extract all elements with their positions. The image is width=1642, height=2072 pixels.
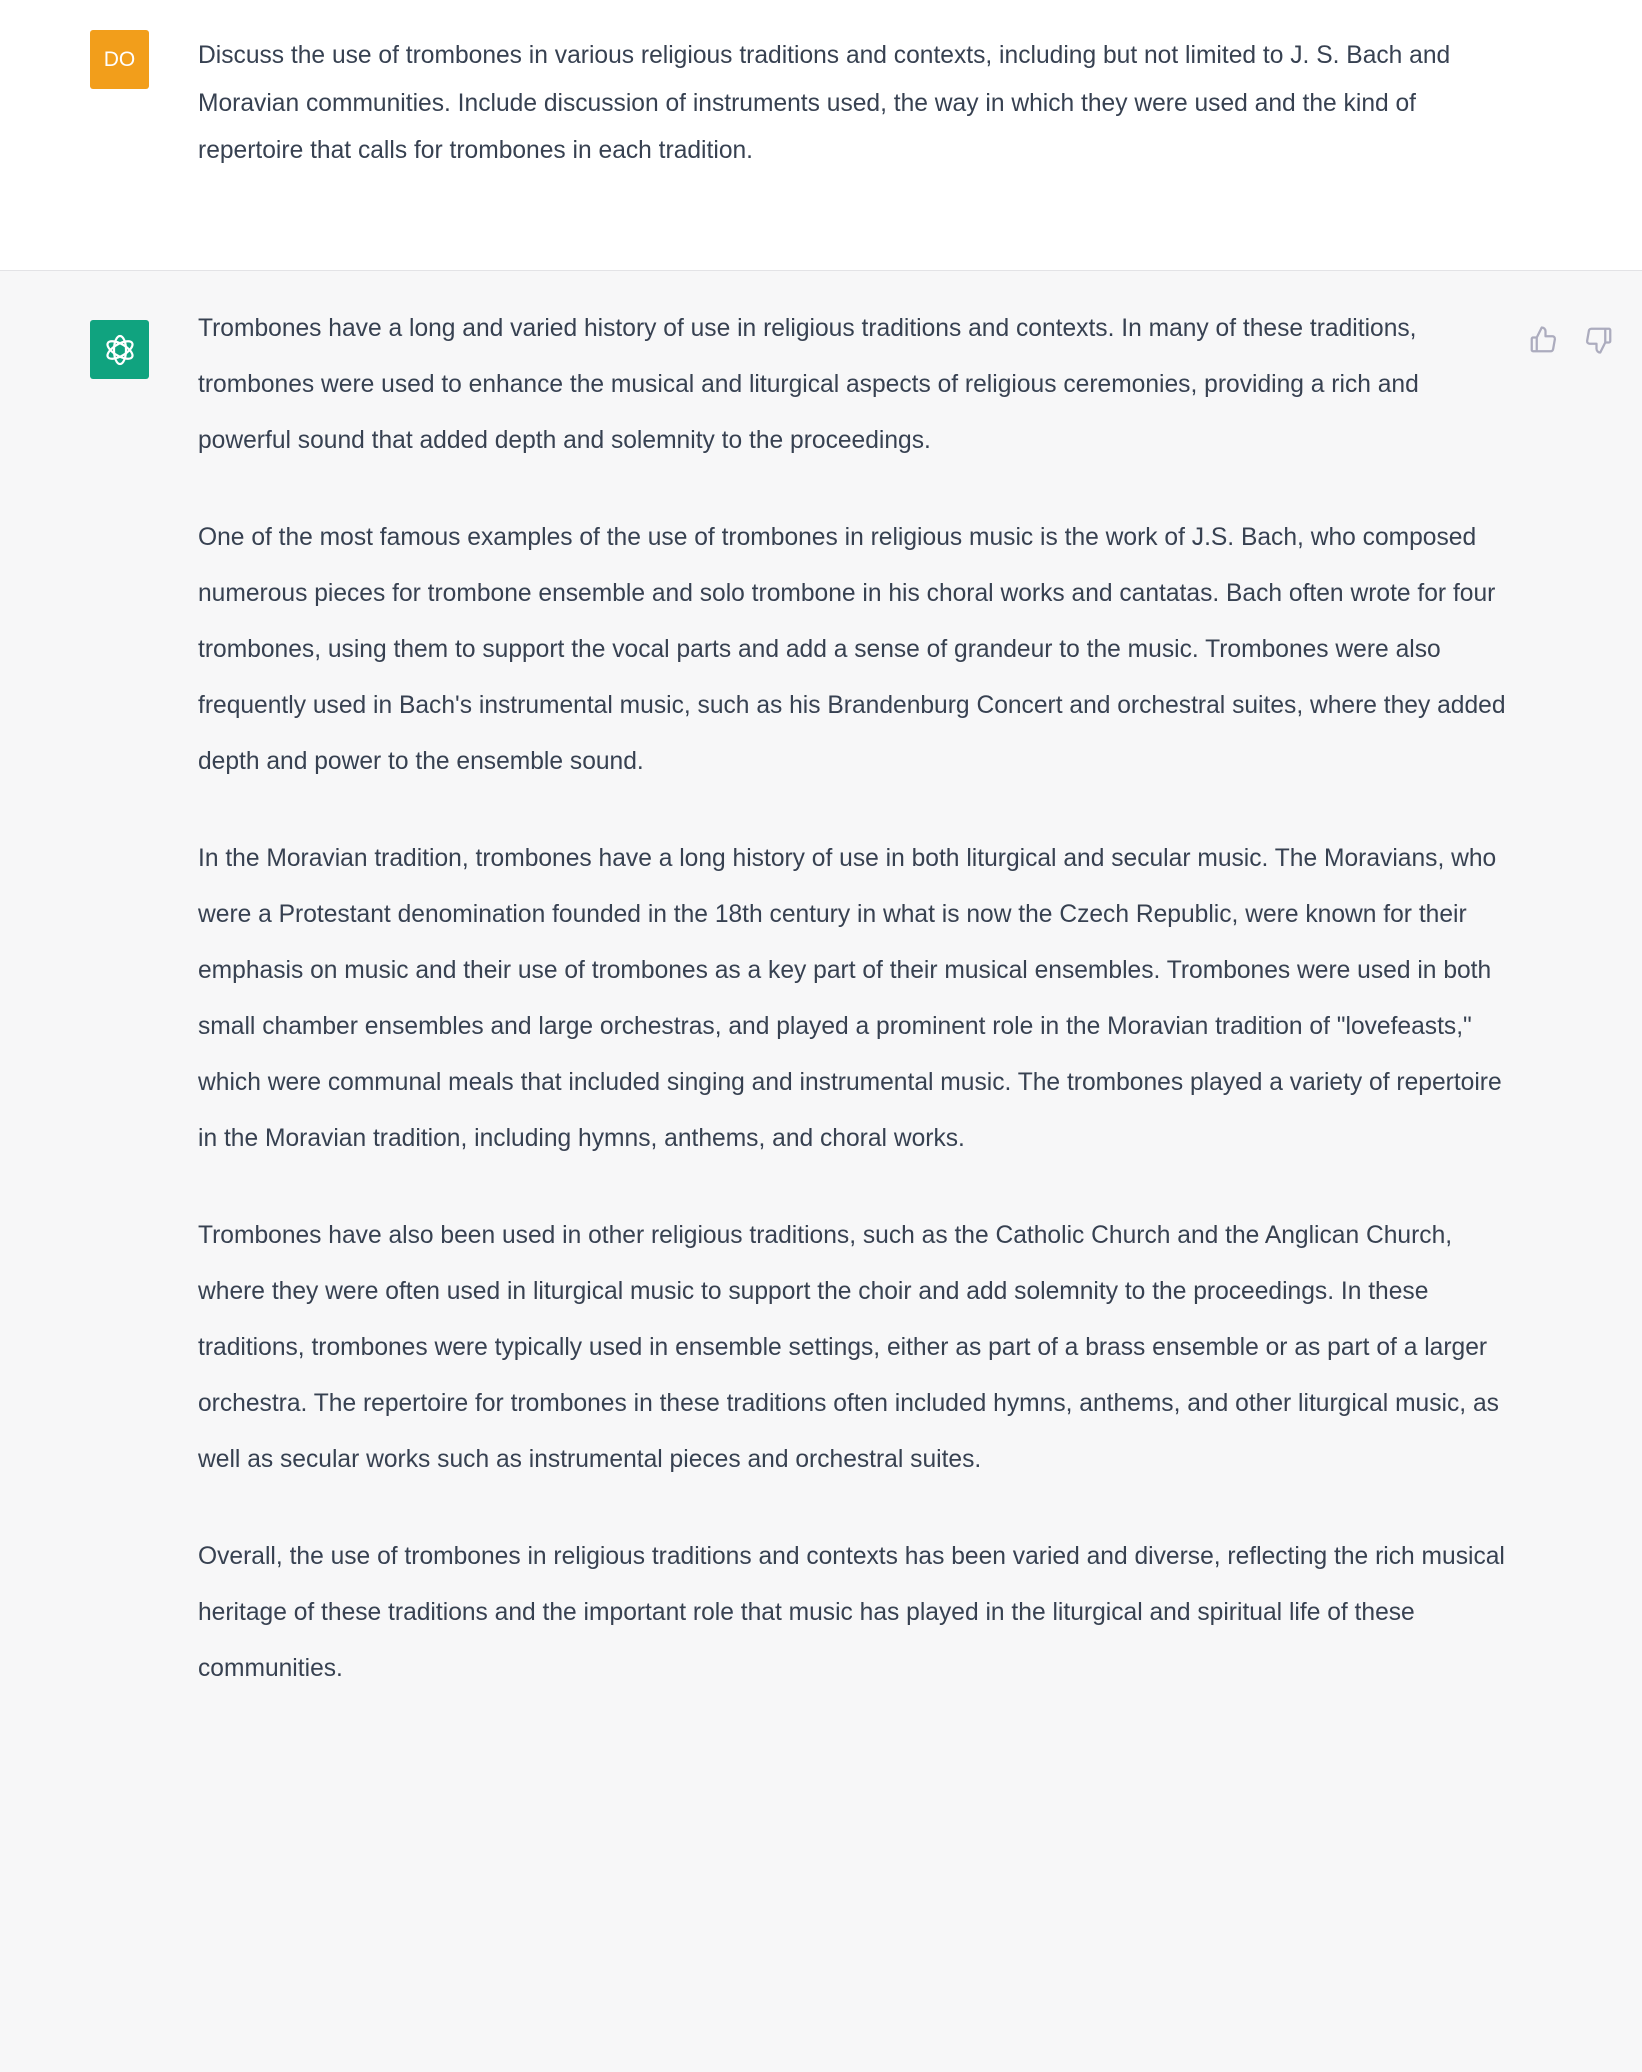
user-avatar-initials: DO	[103, 47, 136, 71]
assistant-message-text	[198, 301, 1508, 1738]
openai-logo-icon	[90, 320, 149, 379]
user-message	[0, 0, 1642, 271]
paragraph: Trombones have a long and varied history of use in religious traditions and contexts. In many of these traditions, trombones were used to enhance the musical and liturgical aspects of religious ceremonies, providing a rich and powerful sound that added depth and solemnity to the proceedings.	[198, 315, 1419, 454]
paragraph: One of the most famous examples of the use of trombones in religious music is the work of J.S. Bach, who composed numerous pieces for trombone ensemble and solo trombone in his choral works and cantatas. Bach often wrote for four trombones, using them to support the vocal parts and add a sense of grandeur to the music. Trombones were also frequently used in Bach's instrumental music, such as his Brandenburg Concert and orchestral suites, where they added depth and power to the ensemble sound.	[198, 524, 1506, 775]
user-avatar	[90, 30, 149, 89]
assistant-message	[0, 271, 1642, 2072]
feedback-buttons	[1528, 325, 1614, 355]
thumbs-up-icon[interactable]	[1528, 325, 1558, 355]
user-message-text: Discuss the use of trombones in various religious traditions and contexts, including but not limited to J. S. Bach and Moravian communities. Include discussion of instruments used, the way in which they were used and the kind of repertoire that calls for trombones in each tradition.	[198, 42, 1451, 165]
paragraph: Overall, the use of trombones in religious traditions and contexts has been varied and diverse, reflecting the rich musical heritage of these traditions and the important role that music has played in the liturgical and spiritual life of these communities.	[198, 1543, 1505, 1682]
paragraph: Trombones have also been used in other religious traditions, such as the Catholic Church and the Anglican Church, where they were often used in liturgical music to support the choir and add solemnity to the proceedings. In these traditions, trombones were typically used in ensemble settings, either as part of a brass ensemble or as part of a larger orchestra. The repertoire for trombones in these traditions often included hymns, anthems, and other liturgical music, as well as secular works such as instrumental pieces and orchestral suites.	[198, 1222, 1499, 1473]
thumbs-down-icon[interactable]	[1584, 325, 1614, 355]
paragraph: In the Moravian tradition, trombones have a long history of use in both liturgical and secular music. The Moravians, who were a Protestant denomination founded in the 18th century in what is now the Czech Republic, were known for their emphasis on music and their use of trombones as a key part of their musical ensembles. Trombones were used in both small chamber ensembles and large orchestras, and played a prominent role in the Moravian tradition of "lovefeasts," which were communal meals that included singing and instrumental music. The trombones played a variety of repertoire in the Moravian tradition, including hymns, anthems, and choral works.	[198, 845, 1502, 1152]
